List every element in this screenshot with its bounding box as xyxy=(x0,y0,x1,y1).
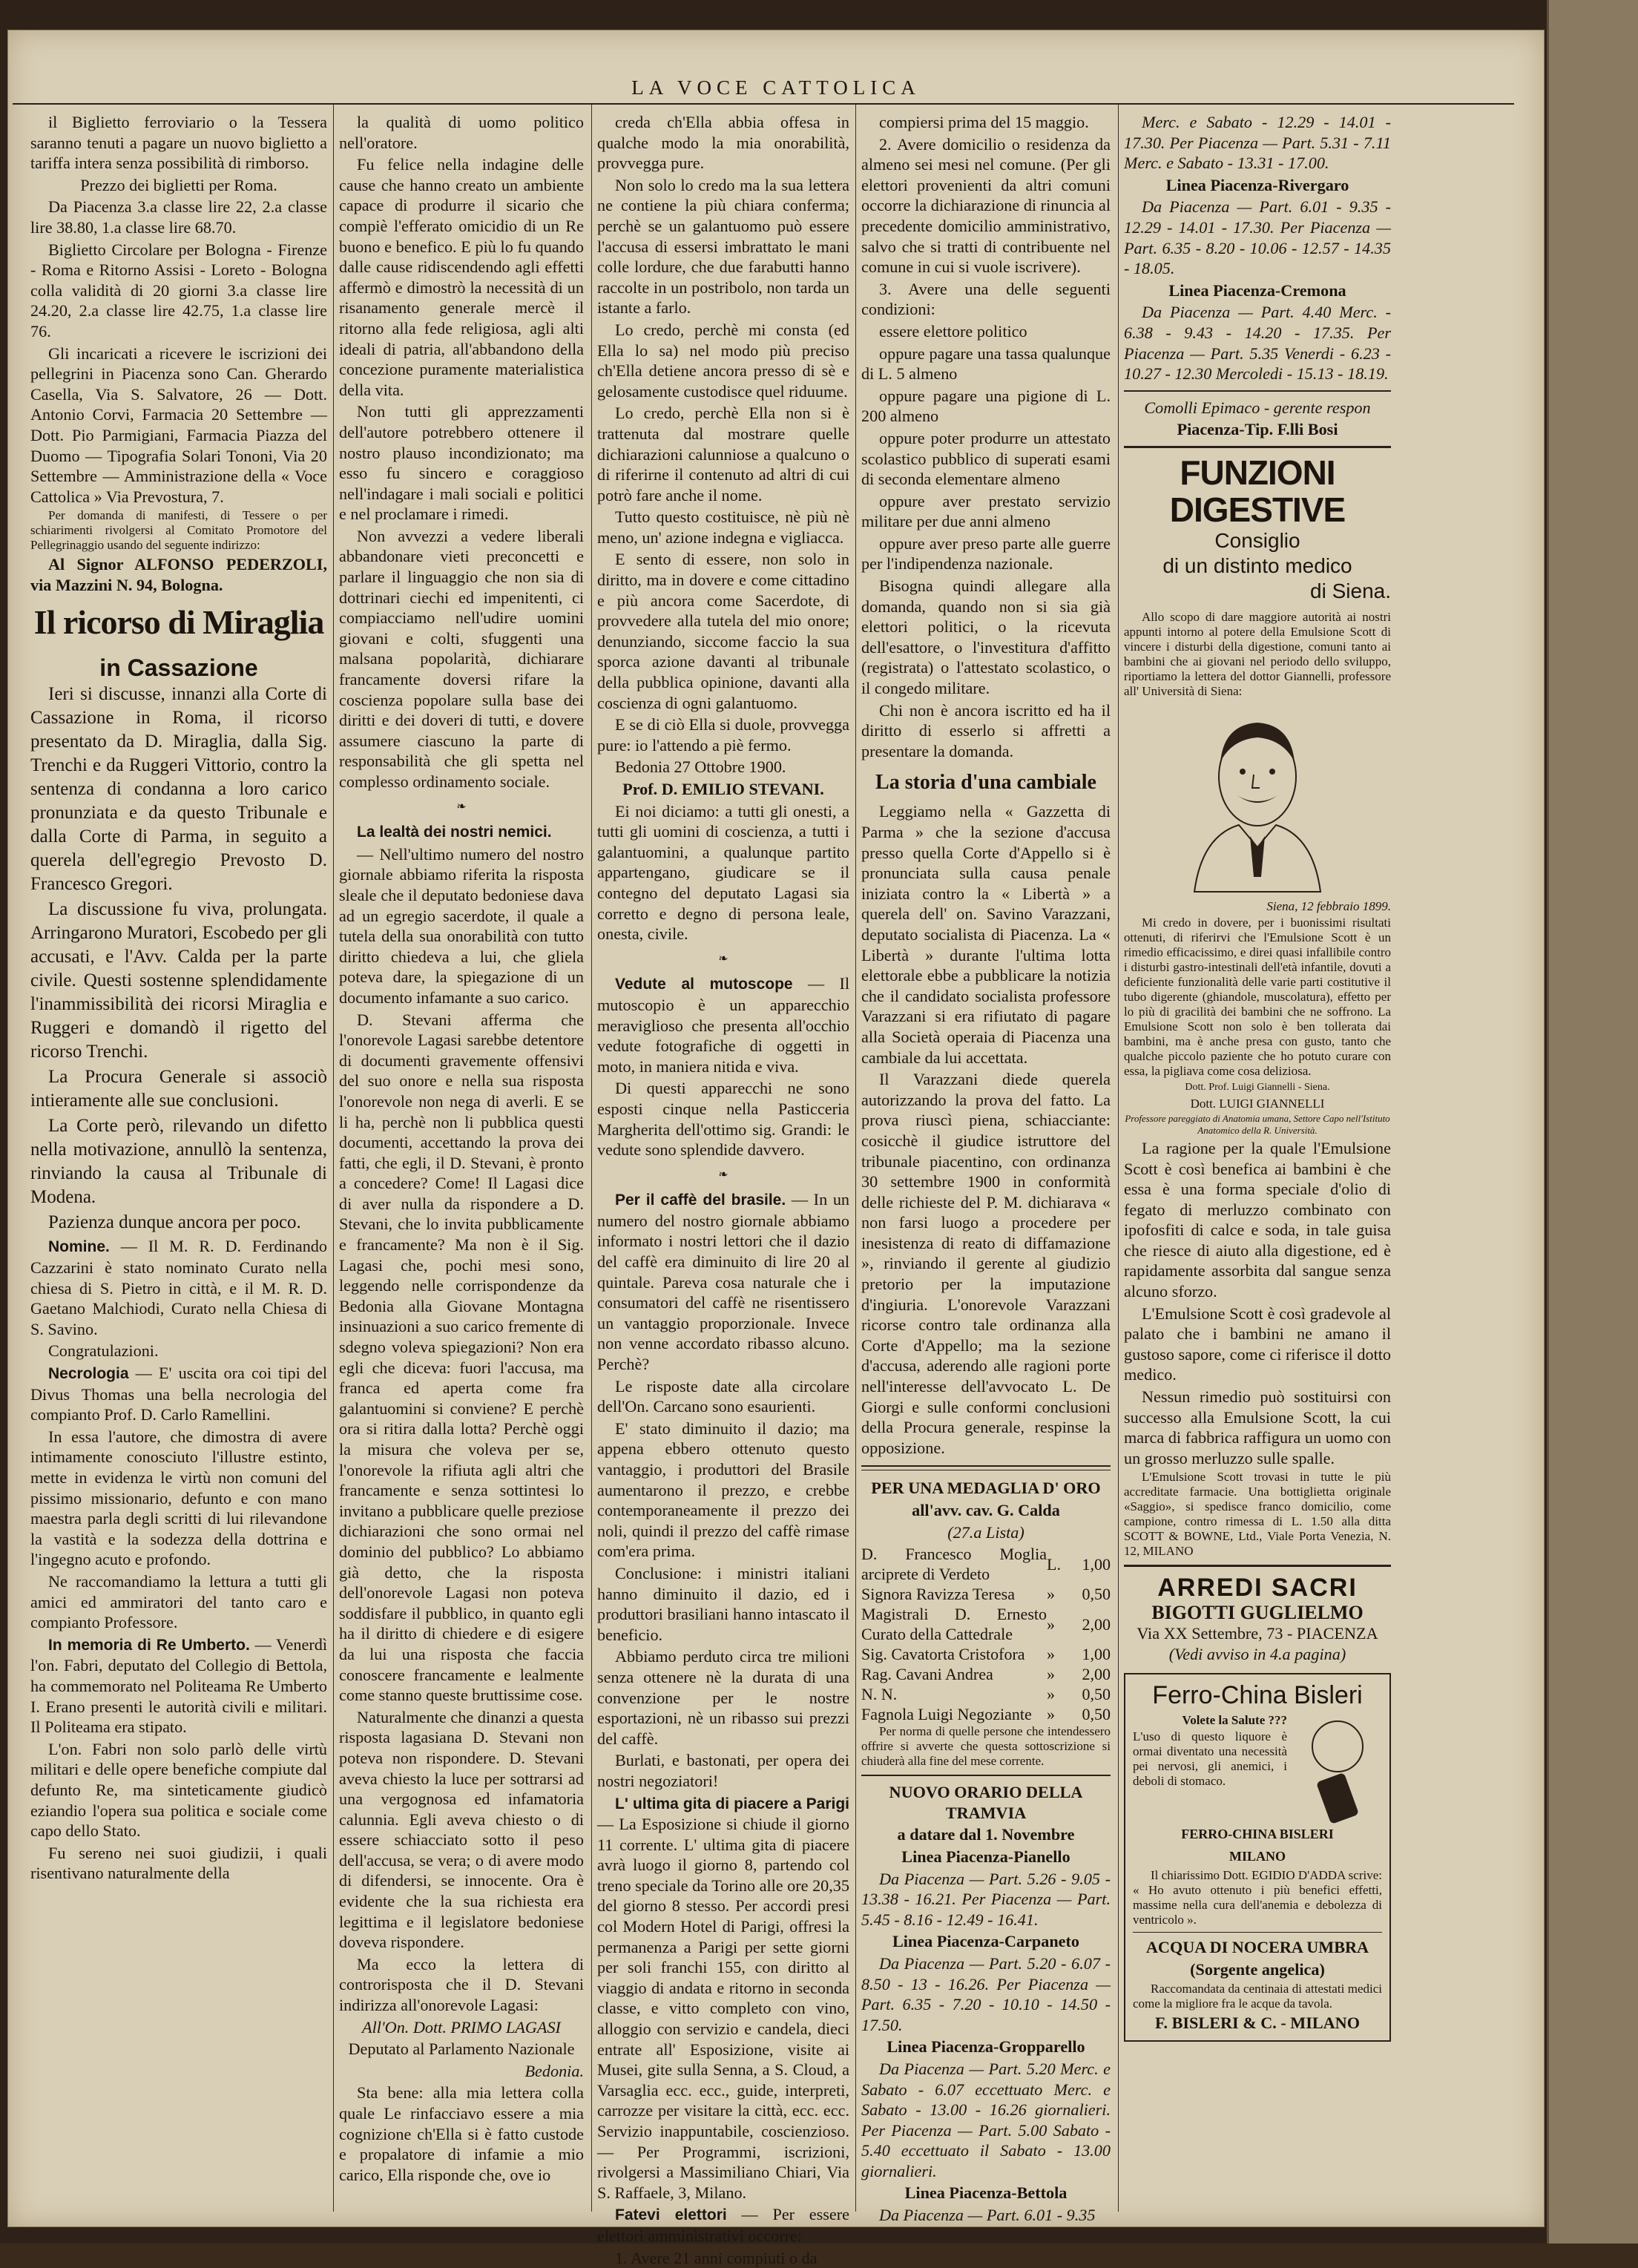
printer: Piacenza-Tip. F.lli Bosi xyxy=(1177,420,1338,439)
ad-text: La ragione per la quale l'Emulsione Scott è così benefica ai bambini è che essa è una forma speciale d'olio di fegato di merluzzo combinato con ipofosfiti di calce e soda, in tale guisa che riesce di aiuto alla digestione, ed è rapidamente assorbita dal sangue senza alcuno sforzo. xyxy=(1124,1138,1391,1301)
rule xyxy=(1133,1932,1382,1933)
section-head: L' ultima gita di piacere a Parigi xyxy=(615,1795,849,1812)
letter-text: Mi credo in dovere, per i buonissimi risultati ottenuti, di riferirvi che l'Emulsione Scott è un rimedio efficacissimo, e direi quasi infallibile contro i disturbi gastro-intestinali dell'età infantile, dovuti a deficiente funzionalità delle varie parti costitutive il tubo digerente (ghiandole, muscolatura), effetto per lo più di gracilità dei bambini che ne soffrono. La Emulsione Scott non solo è ben tollerata dai bambini, ma è anche presa con gusto, tanto che qualche piccolo paziente che ho potuto curare con essa, la pigliava come cosa deliziosa. xyxy=(1124,915,1391,1078)
paragraph: Ieri si discusse, innanzi alla Corte di Cassazione in Roma, il ricorso presentato da D. Miraglia, dalla Sig. Trenchi e da Ruggeri Vittorio, contro la sentenza di condanna a loro carico pronunziata e da questo Tribunale e dalla Corte di Parma, in seguito a querela dell'egregio Prevosto D. Francesco Gregori. xyxy=(30,684,327,895)
bisleri-ad xyxy=(1124,1673,1391,2042)
donor-name: Sig. Cavatorta Cristofora xyxy=(861,1645,1025,1664)
gerente: Comolli Epimaco - gerente respon xyxy=(1144,398,1371,417)
currency: » xyxy=(1047,1645,1055,1664)
column-3 xyxy=(597,112,850,2267)
paragraph: la qualità di uomo politico nell'oratore. xyxy=(339,113,584,152)
rule xyxy=(1124,390,1391,392)
column-1 xyxy=(30,112,327,2212)
column-rule xyxy=(333,105,334,2212)
ad-firm: F. BISLERI & C. - MILANO xyxy=(1155,2013,1360,2032)
paragraph: Al Signor ALFONSO PEDERZOLI, via Mazzini N. 94, Bologna. xyxy=(30,555,327,594)
ad-note: (Vedi avviso in 4.a pagina) xyxy=(1168,1644,1346,1663)
paragraph: Bedonia 27 Ottobre 1900. xyxy=(615,757,786,777)
paragraph: — E' uscita ora coi tipi del Divus Thomas una bella necrologia del compianto Prof. D. Carlo Ramellini. xyxy=(30,1364,327,1424)
paragraph: creda ch'Ella abbia offesa in qualche modo la mia onorabilità, provvegga pure. xyxy=(597,113,849,173)
column-2 xyxy=(339,112,584,2212)
table-row xyxy=(861,1704,1111,1724)
table-row xyxy=(861,1664,1111,1684)
tram-line-times: Da Piacenza — Part. 4.40 Merc. - 6.38 - 9.43 - 14.20 - 17.35. Per Piacenza — Part. 5.35 Venerdi - 6.23 - 10.27 - 12.30 Mercoledi - 15.13 - 18.19. xyxy=(1124,303,1391,384)
subscription-subtitle: all'avv. cav. G. Calda xyxy=(912,1501,1060,1519)
paragraph: La Corte però, rilevando un difetto nella motivazione, annullò la sentenza, rinviando la causa al Tribunale di Modena. xyxy=(30,1116,327,1208)
donor-name: Signora Ravizza Teresa xyxy=(861,1585,1015,1604)
ad-text: Raccomandata da centinaia di attestati medici come la migliore fra le acque da tavola. xyxy=(1133,1981,1382,2011)
paragraph: Le risposte date alla circolare dell'On. Carcano sono esaurienti. xyxy=(597,1376,849,1416)
paragraph: compiersi prima del 15 maggio. xyxy=(879,113,1089,131)
bottle-label-city: MILANO xyxy=(1229,1848,1286,1864)
amount: 0,50 xyxy=(1082,1705,1111,1724)
paragraph: oppure poter produrre un attestato scolastico pubblico di superati esami di seconda elementare almeno xyxy=(861,428,1111,489)
bottle-label: FERRO-CHINA BISLERI xyxy=(1181,1827,1334,1842)
signature: Prof. D. EMILIO STEVANI. xyxy=(622,780,824,798)
separator-ornament: ❧ xyxy=(456,800,467,813)
paragraph: Fu felice nella indagine delle cause che hanno creato un ambiente capace di produrre il sicario che compiè l'efferato omicidio di un Re buono e benefico. E più lo fu quando dalle cause ridiscendendo agli effetti affermò e dimostrò la necessità di un risanamento generale mercè il ritorno alla fede religiosa, agli alti ideali di patria, all'abbandono della concezione puramente materialistica della vita. xyxy=(339,155,584,399)
tram-line-times: Da Piacenza — Part. 5.20 Merc. e Sabato - 6.07 eccettuato Merc. e Sabato - 13.00 - 16.26 giornalieri. Per Piacenza — Part. 5.00 Sabato - 5.40 eccettuato il Sabato - 13.00 giornalieri. xyxy=(861,2059,1111,2180)
paragraph: L'on. Fabri non solo parlò delle virtù militari e delle opere benefiche compiute dal defunto Re, ma sinteticamente giudicò eziandio l'opera sua politica e sociale come capo dello Stato. xyxy=(30,1739,327,1841)
ad-company: BIGOTTI GUGLIELMO xyxy=(1151,1602,1364,1624)
column-rule xyxy=(855,105,856,2212)
rule xyxy=(861,1775,1111,1776)
tram-line-times: Da Piacenza — Part. 6.01 - 9.35 - 12.29 - 14.01 - 17.30. Per Piacenza — Part. 6.35 - 8.20 - 10.06 - 12.57 - 14.35 - 18.05. xyxy=(1124,197,1391,278)
paragraph: La Procura Generale si associò intieramente alle sue conclusioni. xyxy=(30,1067,327,1111)
ad-subtitle: Consiglio xyxy=(1214,528,1300,552)
amount: 0,50 xyxy=(1082,1685,1111,1704)
currency: » xyxy=(1047,1665,1055,1684)
section-head: In memoria di Re Umberto. xyxy=(48,1636,250,1654)
page-edges xyxy=(1547,0,1638,2244)
separator-ornament: ❧ xyxy=(718,1168,728,1181)
section-head: Per il caffè del brasile. xyxy=(615,1191,786,1209)
tram-line-times: Da Piacenza — Part. 5.26 - 9.05 - 13.38 - 16.21. Per Piacenza — Part. 5.45 - 8.16 - 12.49 - 16.41. xyxy=(861,1869,1111,1929)
paragraph: Naturalmente che dinanzi a questa risposta lagasiana D. Stevani non poteva non rispondere. D. Stevani aveva chiesto la luce per sottrarsi ad una vergognosa ed infamatoria calunnia. Egli aveva chiesto o di essere schiacciato sotto il peso dell'accusa, se vera; o di avere modo di difendersi, se innocente. Ora è evidente che la sua richiesta era legittima e il legislatore bedoniese doveva rispondere. xyxy=(339,1707,584,1952)
paragraph: Non solo lo credo ma la sua lettera ne contiene la più chiara conferma; perchè se un galantuomo può essere l'accusa di essersi imbrattato le mani colle lordure, che due farabutti hanno raccolte in un postribolo, non tarda un istante a farlo. xyxy=(597,175,849,318)
tram-line-name: Linea Piacenza-Cremona xyxy=(1168,280,1346,300)
portrait-caption: Dott. Prof. Luigi Giannelli - Siena. xyxy=(1185,1081,1330,1093)
paragraph: Chi non è ancora iscritto ed ha il diritto di esserlo si affretti a presentare la domanda. xyxy=(861,700,1111,760)
table-row xyxy=(861,1684,1111,1704)
paragraph: Ei noi diciamo: a tutti gli onesti, a tutti gli uomini di coscienza, a tutti i galantuomini, a qualunque partito appartengano, giudicare se il contegno del deputato Lagasi sia corretto e degno di persona leale, onesta, civile. xyxy=(597,801,849,944)
paragraph: D. Stevani afferma che l'onorevole Lagasi sarebbe detentore di documenti gravemente offensivi del suo onore e nella sua risposta l'onorevole non nega di averli. E se li ha, perchè non li pubblica questi documenti, accettando la prova dei fatti, che egli, il D. Stevani, è pronto a concedere? Come! Il Lagasi dice di aver nulla da rispondere a D. Stevani, che lo invita pubblicamente e francamente? Ma non è il Sig. Lagasi che, pochi mesi sono, leggendo nelle corrispondenze da Bedonia alla Giovane Montagna insinuazioni a suo carico fremente di sdegno voleva spiegazioni? Non era egli che diceva: fuori l'accusa, ma franca ed aperta come fra galantuomini si conviene? E perchè ora si ritira dalla lotta? Perchè oggi la misura che voleva per se, l'onorevole la rifiuta agli altri che francamente e senza sottintesi lo invitano a pubblicare quelle preziose dichiarazioni che sono ormai nel dominio del pubblico? Lo abbiamo già detto, che la risposta dell'onorevole Lagasi non poteva soddisfare il pubblico, in quanto egli ha il diritto di chiedere e di esigere da lui una risposta che faccia conoscere francamente e lealmente come stanno queste bruttissime cose. xyxy=(339,1010,584,1705)
timetable-subtitle: a datare dal 1. Novembre xyxy=(897,1825,1075,1844)
paragraph: Leggiamo nella « Gazzetta di Parma » che la sezione d'accusa presso quella Corte d'Appello si è pronunciata sulla causa penale iniziata contro la « Libertà » a querela dell' on. Savino Varazzani, deputato socialista di Piacenza. La « Libertà » durante l'ultima lotta elettorale ebbe a pubblicare la notizia che il candidato socialista professore Varazzani si era rifiutato di pagare alla Società operaia di Piacenza una cambiale da lui accettata. xyxy=(861,802,1111,1067)
addressee-title: Deputato al Parlamento Nazionale xyxy=(348,2039,575,2059)
column-5 xyxy=(1124,112,1391,2212)
amount: 0,50 xyxy=(1082,1585,1111,1604)
paragraph: Ne raccomandiamo la lettura a tutti gli amici ed ammiratori del tanto caro e compianto Professore. xyxy=(30,1571,327,1632)
paragraph: Burlati, e bastonati, per opera dei nostri negoziatori! xyxy=(597,1751,849,1790)
paragraph: E se di ciò Ella si duole, provvegga pure: io l'attendo a piè fermo. xyxy=(597,715,849,755)
paragraph: E sento di essere, non solo in diritto, ma in dovere e come cittadino e più ancora come Sacerdote, di provvedere alla tutela del mio onore; denunziando, siccome faccio la sua sporca azione davanti al tribunale della pubblica opinione, davanti alla coscienza di ogni galantuomo. xyxy=(597,550,849,712)
paragraph: Sta bene: alla mia lettera colla quale Le rinfacciavo essere a mia cognizione ch'Ella si è fatto custode e propalatore di infamie a mio carico, Ella risponde che, ove io xyxy=(339,2083,584,2184)
rule xyxy=(1124,446,1391,448)
table-row xyxy=(861,1584,1111,1604)
paragraph: In essa l'autore, che dimostra di avere intimamente conosciuto l'illustre estinto, mette in evidenza le virtù non comuni del pissimo missionario, defunto e con mano maestra parla degli scritti di lui rilevandone la vastità e la sodezza della dottrina e l'ingegno acuto e profondo. xyxy=(30,1427,327,1569)
paragraph: 2. Avere domicilio o residenza da almeno sei mesi nel comune. (Per gli elettori provenienti da altri comuni occorre la dichiarazione di rinuncia al precedente domicilio amministrativo, salvo che si tratti di contribuente nel comune in cui si vuole iscrivere). xyxy=(861,134,1111,277)
currency: » xyxy=(1047,1685,1055,1704)
tram-line-name: Linea Piacenza-Carpaneto xyxy=(892,1932,1080,1951)
paragraph: — Venerdì l'on. Fabri, deputato del Collegio di Bettola, ha commemorato nel Politeama Re Umberto I. Erano presenti le autorità civili e militari. Il Politeama era stipato. xyxy=(30,1634,327,1737)
paragraph: 3. Avere una delle seguenti condizioni: xyxy=(861,279,1111,319)
paragraph: E' stato diminuito il dazio; ma appena ebbero ottenuto questo vantaggio, i produttori del Brasile aumentarono il prezzo, e crebbe contemporaneamente il prezzo dei noli, quindi il prezzo del caffè rimase com'era prima. xyxy=(597,1419,849,1561)
paragraph: oppure pagare una tassa qualunque di L. 5 almeno xyxy=(861,344,1111,384)
paragraph: — Nell'ultimo numero del nostro giornale abbiamo riferita la risposta sleale che il deputato bedoniese dava ad un egregio sacerdote, il quale a tutela della sua onorabilità con tutto diritto chiedeva a lui, che gliela poteva dare, la spiegazione di un documento infamante a suo carico. xyxy=(339,844,584,1007)
ad-title: ARREDI SACRI xyxy=(1157,1574,1358,1603)
paragraph: Per domanda di manifesti, di Tessere o per schiarimenti rivolgersi al Comitato Promotore del Pellegrinaggio usando del seguente indirizzo: xyxy=(30,508,327,553)
paragraph: oppure aver preso parte alle guerre per l'indipendenza nazionale. xyxy=(861,533,1111,573)
addressee: All'On. Dott. PRIMO LAGASI xyxy=(362,2017,561,2037)
ad-slogan: Volete la Salute ??? xyxy=(1182,1713,1287,1728)
article-title: La storia d'una cambiale xyxy=(875,771,1096,795)
double-rule xyxy=(861,1465,1111,1470)
paragraph: Fu sereno nei suoi giudizii, i quali risentivano naturalmente della xyxy=(30,1843,327,1883)
subscription-list-number: (27.a Lista) xyxy=(947,1522,1024,1542)
donor-name: Fagnola Luigi Negoziante xyxy=(861,1705,1032,1724)
table-row xyxy=(861,1604,1111,1644)
tram-line-times: Da Piacenza — Part. 5.20 - 6.07 - 8.50 - 13 - 16.26. Per Piacenza — Part. 6.35 - 7.20 - 10.10 - 14.50 - 17.50. xyxy=(861,1953,1111,2034)
section-head: Fatevi elettori xyxy=(615,2206,727,2224)
paragraph: 1. Avere 21 anni compiuti o da xyxy=(615,2248,818,2267)
column-rule xyxy=(591,105,592,2212)
paragraph: Per norma di quelle persone che intendessero offrire si avverte che questa sottoscrizione si chiuderà alla fine del mese corrente. xyxy=(861,1724,1111,1769)
ad-product: ACQUA DI NOCERA UMBRA xyxy=(1145,1938,1369,1957)
letter-signer: Dott. LUIGI GIANNELLI xyxy=(1190,1096,1325,1111)
currency: » xyxy=(1047,1705,1055,1724)
donor-name: N. N. xyxy=(861,1685,898,1704)
paragraph: — In un numero del nostro giornale abbiamo informato i nostri lettori che il dazio del caffè era diminuito di lire 20 al quintale. Pareva cosa naturale che i consumatori del caffè ne risentissero un vantaggio proporzionale. Invece non venne accordato ribasso alcuno. Perchè? xyxy=(597,1190,850,1374)
paragraph: Lo credo, perchè mi consta (ed Ella lo sa) nel modo più preciso ch'Ella detiene ancora presso di sè e gelosamente custodisce quel riduume. xyxy=(597,320,849,401)
paragraph: essere elettore politico xyxy=(879,321,1027,341)
amount: 2,00 xyxy=(1082,1614,1111,1634)
paragraph: Bisogna quindi allegare alla domanda, quando non si sia già elettori politici, o la ricevuta dell'esattore, o l'investitura d'affitto (registrata) o l'attestato scolastico, o il congedo militare. xyxy=(861,576,1111,698)
amount: 1,00 xyxy=(1082,1645,1111,1664)
article-subtitle: in Cassazione xyxy=(99,654,258,682)
paragraph: oppure pagare una pigione di L. 200 almeno xyxy=(861,386,1111,426)
ad-subtitle: di un distinto medico xyxy=(1162,553,1352,577)
masthead: LA VOCE CATTOLICA xyxy=(631,76,921,99)
amount: 2,00 xyxy=(1082,1665,1111,1684)
ad-address: Via XX Settembre, 73 - PIACENZA xyxy=(1137,1624,1378,1643)
donor-name: Magistrali D. Ernesto Curato della Cattedrale xyxy=(861,1605,1047,1644)
column-4 xyxy=(861,112,1111,2225)
paragraph: Congratulazioni. xyxy=(48,1341,159,1361)
paragraph: Di questi apparecchi ne sono esposti cinque nella Pasticceria Margherita dell'ottimo sig. Grandi: le vedute sono splendide davvero. xyxy=(597,1079,849,1160)
doctor-portrait-image xyxy=(1180,706,1335,892)
section-head: Necrologia xyxy=(48,1365,129,1383)
ad-title: FUNZIONI DIGESTIVE xyxy=(1169,453,1346,529)
table-row xyxy=(861,1544,1111,1584)
paragraph: Pazienza dunque ancora per poco. xyxy=(48,1212,301,1233)
ad-text: Nessun rimedio può sostituirsi con successo alla Emulsione Scott, la cui marca di fabbrica raffigura un uomo con un grosso merluzzo sulle spalle. xyxy=(1124,1387,1391,1467)
tram-line-times: Da Piacenza — Part. 6.01 - 9.35 xyxy=(879,2206,1096,2225)
paragraph: La discussione fu viva, prolungata. Arringarono Muratori, Escobedo per gli accusati, e l'Avv. Calda per la parte civile. Questi sostenne splendidamente l'inammissibilità dei ricorsi Miraglia e Ruggeri e domandò il rigetto del ricorso Trenchi. xyxy=(30,899,327,1062)
paragraph: Lo credo, perchè Ella non si è trattenuta dal mostrare quelle dichiarazioni calunniose a qualcuno o di riferirne il contenuto ad altri di cui potrò fare anche il nome. xyxy=(597,404,849,504)
section-head: Vedute al mutoscope xyxy=(615,976,793,993)
section-head: La lealtà dei nostri nemici. xyxy=(357,824,552,841)
header-rule xyxy=(13,103,1514,105)
tram-line-name: Linea Piacenza-Bettola xyxy=(904,2183,1068,2203)
paragraph: Biglietto Circolare per Bologna - Firenze - Roma e Ritorno Assisi - Loreto - Bologna colla validità di 20 giorni 3.a classe lire 24.20, 2.a classe lire 42.75, 1.a classe lire 76. xyxy=(30,240,327,341)
paragraph: Gli incaricati a ricevere le iscrizioni dei pellegrini in Piacenza sono Can. Gherardo Casella, Via S. Salvatore, 26 — Dott. Antonio Corvi, Farmacia 20 Settembre — Dott. Pio Parmigiani, Farmacia Piazza del Duomo — Tipografia Solari Tononi, Via 20 Settembre — Amministrazione della « Voce Cattolica » Via Prevostura, 7. xyxy=(30,344,327,506)
paragraph: Conclusione: i ministri italiani hanno diminuito il dazio, ed i produttori brasiliani hanno intascato il beneficio. xyxy=(597,1563,849,1644)
tram-line-name: Linea Piacenza-Gropparello xyxy=(887,2037,1085,2057)
article-title: Il ricorso di Miraglia xyxy=(33,603,324,642)
ad-small-print: L'Emulsione Scott trovasi in tutte le più accreditate farmacie. Una bottiglietta originale «Saggio», si spedisce franco domicilio, come campione, contro rimessa di L. 1.50 alla ditta SCOTT & BOWNE, Ltd., Viale Porta Venezia, N. 12, MILANO xyxy=(1124,1470,1391,1559)
currency: L. xyxy=(1047,1554,1061,1574)
newspaper-page xyxy=(7,30,1545,2267)
ad-text: Allo scopo di dare maggiore autorità ai nostri appunti intorno al potere della Emulsione Scott di vincere i disturbi della digestione, comuni tanto ai bambini che ai giovani nel periodo dello sviluppo, riportiamo la lettera del dottor Giannelli, professore all' Università di Siena: xyxy=(1124,609,1391,698)
bottle-illustration-image xyxy=(1293,1713,1382,1824)
ad-subtitle: di Siena. xyxy=(1310,579,1391,602)
timetable-title: NUOVO ORARIO DELLA TRAMVIA xyxy=(889,1783,1083,1822)
section-head: Nomine. xyxy=(48,1238,110,1256)
paragraph: Abbiamo perduto circa tre milioni senza ottenere nè la durata di una convenzione per le nostre esportazioni, nè un ribasso sui prezzi del caffè. xyxy=(597,1647,849,1748)
ad-text: L'Emulsione Scott è così gradevole al palato che i bambini ne amano il gustoso sapore, come ci riferisce il dotto medico. xyxy=(1124,1304,1391,1384)
paragraph: oppure aver prestato servizio militare per due anni almeno xyxy=(861,491,1111,531)
paragraph: Non tutti gli apprezzamenti dell'autore potrebbero ottenere il nostro plauso incondizionato; ma esso fu sincero e coraggioso nell'indagare i mali sociali e politici e nel proclamare i rimedi. xyxy=(339,402,584,524)
ad-text: L'uso di questo liquore è ormai diventato una necessità pei nervosi, gli anemici, i deboli di stomaco. xyxy=(1133,1729,1287,1789)
separator-ornament: ❧ xyxy=(718,952,728,965)
paragraph: Da Piacenza 3.a classe lire 22, 2.a classe lire 38.80, 1.a classe lire 68.70. xyxy=(30,197,327,237)
amount: 1,00 xyxy=(1082,1554,1111,1574)
rule xyxy=(1124,1565,1391,1567)
addressee-place: Bedonia. xyxy=(524,2061,584,2080)
tram-line-name: Linea Piacenza-Pianello xyxy=(901,1847,1070,1866)
table-row xyxy=(861,1644,1111,1664)
currency: » xyxy=(1047,1585,1055,1604)
paragraph: Ma ecco la lettera di controrisposta che il D. Stevani indirizza all'onorevole Lagasi: xyxy=(339,1954,584,2015)
paragraph: — La Esposizione si chiude il giorno 11 corrente. L' ultima gita di piacere avrà luogo il giorno 8, partendo col treno speciale da Torino alle ore 20,35 del giorno 8 stesso. Per accordi presi col Modern Hotel di Parigi, offresi la permanenza a Parigi per sette giorni per soli franchi 155, con diritto al viaggio di andata e ritorno in seconda classe, e vitto completo con vino, alloggio con servizio e candela, dieci entrate all' Esposizione, visite ai Musei, gite sulla Senna, a S. Cloud, a Varsaglia ecc. ecc., guide, interpreti, carrozze per visitare la città, ecc. ecc. Servizio inappuntabile, coscienzioso. — Per Programmi, iscrizioni, rivolgersi a Massimiliano Chiari, Via S. Raffaele, 3, Milano. xyxy=(597,1815,849,2202)
letter-date: Siena, 12 febbraio 1899. xyxy=(1266,898,1391,913)
letter-signer-title: Professore pareggiato di Anatomia umana, Settore Capo nell'Istituto Anatomico della R. Università. xyxy=(1125,1112,1390,1136)
paragraph: Prezzo dei biglietti per Roma. xyxy=(80,175,277,194)
subscription-title: PER UNA MEDAGLIA D' ORO xyxy=(871,1479,1101,1498)
paragraph: — Il M. R. D. Ferdinando Cazzarini è stato nominato Curato nella chiesa di S. Pietro in città, e il M. R. D. Gaetano Malchiodi, Curato nella Chiesa di S. Savino. xyxy=(30,1237,327,1338)
ad-title: Ferro-China Bisleri xyxy=(1152,1681,1363,1710)
ad-product-note: (Sorgente angelica) xyxy=(1190,1959,1325,1979)
donor-name: Rag. Cavani Andrea xyxy=(861,1665,993,1684)
paragraph: il Biglietto ferroviario o la Tessera saranno tenuti a pagare un nuovo biglietto a tariffa intera senza possibilità di rimborso. xyxy=(30,113,327,173)
paragraph: Il Varazzani diede querela autorizzando la prova del fatto. La prova riuscì piena, schiacciante: cosicchè il giudice istruttore del tribunale piacentino, con ordinanza 30 settembre 1900 in conformità delle richieste del P. M. dichiarava « non farsi luogo a procedere per inesistenza di reato di diffamazione », rinviando il gerente al giudizio pretorio per la imputazione d'ingiuria. L'onorevole Varazzani ricorse contro tale ordinanza alla Corte d'Appello; ma la sezione d'accusa, aderendo alle ragioni porte nell'interesse dell'avvocato L. De Giorgi e sulle conformi conclusioni della Procura generale, respinse la opposizione. xyxy=(861,1070,1111,1457)
paragraph: — Il mutoscopio è un apparecchio meraviglioso che presenta all'occhio vedute fotografiche di oggetti in moto, in maniera nitida e viva. xyxy=(597,974,849,1076)
donor-name: D. Francesco Moglia arciprete di Verdeto xyxy=(861,1545,1047,1584)
column-rule xyxy=(1118,105,1119,2212)
currency: » xyxy=(1047,1614,1055,1634)
subscription-table xyxy=(861,1544,1111,1724)
ad-text: Il chiarissimo Dott. EGIDIO D'ADDA scrive: « Ho avuto ottenuto i più benefici effetti, massime nella cura dell'anemia e debolezza di ventricolo ». xyxy=(1133,1868,1382,1927)
paragraph: Non avvezzi a vedere liberali abbandonare vieti preconcetti e parlare il linguaggio che non sia di dottrinari ciechi ed impenitenti, ci compiacciamo nell'udire uomini giovani e colti, sfuggenti una malsana popolarità, dichiarare francamente doversi rifare la coscienza popolare sulla base dei diritti e dei doveri di tutti, e dovere assumere ciascuno la parte di responsabilità che gli spetta nel complesso ordinamento sociale. xyxy=(339,526,584,791)
tram-line-name: Linea Piacenza-Rivergaro xyxy=(1165,175,1349,194)
tram-line-times: Merc. e Sabato - 12.29 - 14.01 - 17.30. Per Piacenza — Part. 5.31 - 7.11 Merc. e Sabato - 13.31 - 17.00. xyxy=(1124,113,1391,173)
paragraph: Tutto questo costituisce, nè più nè meno, un' azione indegna e vigliacca. xyxy=(597,507,849,547)
paragraph: — Per essere elettori amministrativi occorre: xyxy=(597,2205,850,2245)
